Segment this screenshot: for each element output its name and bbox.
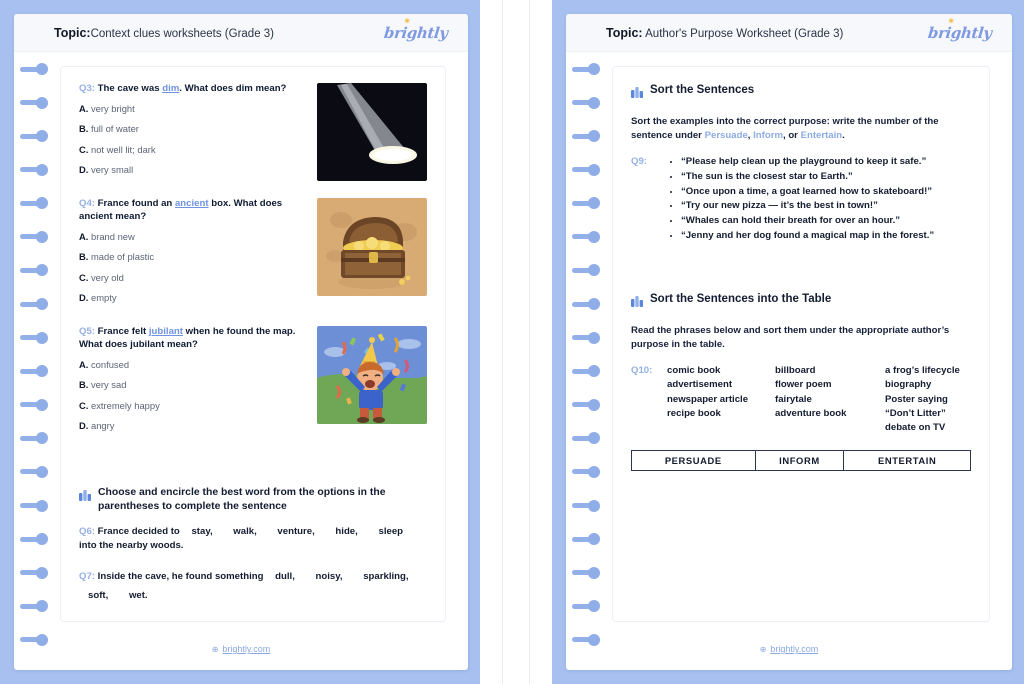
answer-option[interactable]	[79, 164, 303, 175]
question-number: Q5:	[79, 326, 95, 338]
word-choice[interactable]: sleep	[378, 526, 404, 538]
binding-ring	[572, 232, 606, 241]
purpose-inform: Inform	[753, 129, 783, 141]
footer-right	[566, 644, 1012, 654]
option-letter: A.	[79, 230, 89, 242]
phrase-item[interactable]: newspaper article	[667, 393, 749, 405]
encircle-section-heading	[79, 486, 427, 513]
option-letter: D.	[79, 419, 89, 431]
gutter-line	[502, 0, 503, 684]
binding-ring	[20, 198, 54, 207]
option-letter: C.	[79, 271, 89, 283]
footer-url[interactable]: brightly.com	[222, 644, 271, 654]
answer-option[interactable]	[79, 231, 303, 242]
sort-table-heading	[631, 292, 971, 312]
answer-option[interactable]	[79, 420, 303, 431]
q10-block	[631, 364, 971, 436]
word-choice[interactable]: sparkling,	[363, 570, 409, 582]
question-prompt	[79, 198, 303, 224]
list-item[interactable]: • “Once upon a time, a goat learned how to skateboard!”	[681, 185, 934, 200]
binding-ring	[20, 265, 54, 274]
option-text: angry	[90, 419, 115, 431]
question-prefix: France found an	[97, 198, 175, 210]
answer-option[interactable]	[79, 251, 303, 262]
option-letter: C.	[79, 143, 89, 155]
paper-sheet-right	[566, 14, 1012, 670]
option-text: very bright	[90, 102, 135, 114]
sentence-lead: France decided to	[97, 526, 180, 538]
word-choice[interactable]: venture,	[277, 526, 315, 538]
option-text: made of plastic	[90, 251, 155, 263]
sentence-lead: Inside the cave, he found something	[97, 570, 264, 582]
option-letter: D.	[79, 291, 89, 303]
question-keyword: ancient	[174, 198, 209, 210]
spiral-binding-left	[20, 64, 54, 644]
binding-ring	[20, 433, 54, 442]
question-number: Q9:	[631, 155, 647, 167]
phrase-item[interactable]: advertisement	[667, 379, 733, 391]
paper-sheet-left	[14, 14, 468, 670]
books-icon	[79, 488, 91, 506]
option-text: confused	[90, 358, 130, 370]
worksheet-page-right	[552, 0, 1024, 684]
spiral-binding-right	[572, 64, 606, 644]
question-prompt	[79, 326, 303, 352]
page-header-right	[566, 14, 1012, 52]
section-title: Sort the Sentences	[650, 84, 755, 96]
binding-ring	[572, 366, 606, 375]
phrase-item[interactable]: flower poem	[775, 379, 832, 391]
answer-option[interactable]	[79, 103, 303, 114]
logo-wordmark: brightly	[383, 23, 449, 42]
option-letter: D.	[79, 163, 89, 175]
section-title: Choose and encircle the best word from the options in the parentheses to complete the sentence	[98, 487, 386, 512]
word-choice[interactable]: dull,	[275, 570, 295, 582]
question-keyword: dim	[162, 83, 180, 94]
answer-option[interactable]	[79, 144, 303, 155]
phrase-column-1	[667, 364, 775, 436]
question-number: Q7:	[79, 570, 95, 582]
question-text-wrap	[79, 198, 303, 312]
binding-ring	[572, 299, 606, 308]
word-choice[interactable]: walk,	[233, 526, 257, 538]
topic-label: Topic:	[606, 25, 643, 40]
instruction-text: Sort the examples into the correct purpose: write the number of the sentence under	[631, 116, 939, 141]
answer-option[interactable]	[79, 123, 303, 134]
phrase-item[interactable]: fairytale	[775, 393, 812, 405]
option-letter: A.	[79, 102, 89, 114]
binding-ring	[572, 64, 606, 73]
answer-option[interactable]	[79, 272, 303, 283]
option-letter: C.	[79, 399, 89, 411]
question-suffix: box. What does ancient mean?	[79, 198, 283, 222]
word-choice[interactable]: hide,	[335, 526, 358, 538]
binding-ring	[572, 165, 606, 174]
list-item[interactable]: • “Please help clean up the playground to keep it safe.”	[681, 155, 934, 170]
option-text: very old	[90, 271, 124, 283]
binding-ring	[20, 501, 54, 510]
separator: ,	[747, 129, 754, 141]
topic-value: Author's Purpose Worksheet (Grade 3)	[645, 27, 844, 40]
option-letter: B.	[79, 123, 89, 135]
option-letter: A.	[79, 358, 89, 370]
phrase-item[interactable]: a frog’s lifecycle	[885, 364, 960, 376]
logo-wordmark: brightly	[927, 23, 993, 42]
answer-option[interactable]	[79, 400, 303, 411]
option-letter: B.	[79, 251, 89, 263]
binding-ring	[572, 501, 606, 510]
page-gutter	[480, 0, 552, 684]
globe-icon: ⊕	[759, 644, 767, 654]
books-icon	[631, 294, 643, 312]
binding-ring	[20, 366, 54, 375]
question-keyword: jubilant	[148, 326, 183, 338]
question-text-wrap	[79, 83, 303, 184]
brightly-logo	[927, 15, 993, 42]
logo-star-icon: ✷	[403, 15, 411, 26]
list-item[interactable]: • “Whales can hold their breath for over an hour.”	[681, 214, 934, 229]
option-text: brand new	[90, 230, 135, 242]
word-choice[interactable]: noisy,	[315, 570, 343, 582]
phrase-item[interactable]: recipe book	[667, 407, 721, 419]
topic-line	[54, 26, 274, 40]
binding-ring	[20, 534, 54, 543]
phrase-item[interactable]: Poster saying “Don’t Litter”	[885, 393, 948, 419]
binding-ring	[20, 333, 54, 342]
option-text: not well lit; dark	[90, 143, 156, 155]
binding-ring	[20, 467, 54, 476]
phrase-column-2	[775, 364, 885, 436]
binding-ring	[20, 232, 54, 241]
topic-line	[606, 26, 843, 40]
table-instruction: Read the phrases below and sort them under the appropriate author’s purpose in the table.	[631, 324, 950, 350]
phrase-item[interactable]: biography	[885, 379, 932, 391]
footer-url[interactable]: brightly.com	[770, 644, 819, 654]
option-text: very sad	[90, 379, 127, 391]
q9-block	[631, 155, 971, 244]
page-header-left	[14, 14, 468, 52]
worksheet-page-left	[0, 0, 480, 684]
question-number: Q6:	[79, 526, 95, 538]
question-prompt	[79, 83, 303, 96]
option-text: extremely happy	[90, 399, 160, 411]
topic-value: Context clues worksheets (Grade 3)	[90, 27, 275, 40]
topic-label: Topic:	[54, 25, 91, 40]
treasure-chest-illustration	[317, 198, 427, 296]
spotlight-illustration	[317, 83, 427, 181]
binding-ring	[572, 467, 606, 476]
fill-in-question	[79, 567, 427, 605]
brightly-logo	[383, 15, 449, 42]
sentence-tail: into the nearby woods.	[79, 540, 184, 552]
question-text-wrap	[79, 326, 303, 440]
section-title: Sort the Sentences into the Table	[650, 292, 832, 305]
binding-ring	[572, 198, 606, 207]
phrase-item[interactable]: debate on TV	[885, 422, 946, 434]
answer-option[interactable]	[79, 359, 303, 370]
logo-star-icon: ✷	[947, 15, 955, 26]
question-prefix: The cave was	[97, 83, 163, 94]
word-choice[interactable]: soft,	[88, 590, 109, 602]
word-choice[interactable]: stay,	[191, 526, 213, 538]
separator: , or	[782, 129, 801, 141]
books-icon	[631, 85, 643, 103]
gutter-line	[529, 0, 530, 684]
globe-icon: ⊕	[211, 644, 219, 654]
list-item[interactable]: • “The sun is the closest star to Earth.”	[681, 170, 934, 185]
purpose-sort-table	[631, 450, 971, 471]
binding-ring	[572, 568, 606, 577]
binding-ring	[572, 333, 606, 342]
question-block	[79, 83, 427, 184]
option-text: very small	[90, 163, 134, 175]
question-suffix: . What does dim mean?	[179, 83, 287, 94]
word-choice[interactable]: wet.	[128, 590, 148, 602]
purpose-entertain: Entertain	[800, 129, 843, 141]
table-header-inform: INFORM	[755, 450, 844, 470]
table-header-entertain: ENTERTAIN	[844, 450, 971, 470]
binding-ring	[572, 131, 606, 140]
sort-sentences-heading	[631, 83, 971, 103]
celebrating-child-illustration	[317, 326, 427, 424]
table-header-persuade: PERSUADE	[632, 450, 756, 470]
sort-instruction	[631, 115, 971, 143]
binding-ring	[20, 568, 54, 577]
binding-ring	[20, 64, 54, 73]
table-header-row	[632, 450, 971, 470]
binding-ring	[572, 98, 606, 107]
question-number: Q3:	[79, 83, 95, 94]
binding-ring	[20, 299, 54, 308]
question-block	[79, 198, 427, 312]
question-prefix: France felt	[97, 326, 149, 338]
phrase-column-3	[885, 364, 971, 436]
binding-ring	[20, 635, 54, 644]
answer-option[interactable]	[79, 292, 303, 303]
sentence-list	[665, 155, 934, 244]
binding-ring	[20, 165, 54, 174]
phrase-item[interactable]: adventure book	[775, 407, 847, 419]
question-suffix: when he found the map. What does jubilant mean?	[79, 326, 296, 350]
purpose-persuade: Persuade	[704, 129, 748, 141]
binding-ring	[572, 265, 606, 274]
binding-ring	[572, 433, 606, 442]
binding-ring	[20, 98, 54, 107]
list-item[interactable]: • “Jenny and her dog found a magical map in the forest.”	[681, 229, 934, 244]
binding-ring	[572, 534, 606, 543]
phrase-item[interactable]: comic book	[667, 364, 721, 376]
separator: .	[842, 129, 845, 141]
binding-ring	[20, 601, 54, 610]
footer-left	[14, 644, 468, 654]
list-item[interactable]: • “Try our new pizza — it’s the best in town!”	[681, 199, 934, 214]
option-letter: B.	[79, 379, 89, 391]
option-text: empty	[90, 291, 117, 303]
answer-option[interactable]	[79, 379, 303, 390]
question-number: Q10:	[631, 364, 653, 376]
question-block	[79, 326, 427, 440]
fill-in-question	[79, 525, 427, 554]
question-number: Q4:	[79, 198, 95, 210]
binding-ring	[20, 400, 54, 409]
worksheet-content-left	[60, 66, 446, 622]
binding-ring	[572, 635, 606, 644]
binding-ring	[572, 601, 606, 610]
binding-ring	[572, 400, 606, 409]
worksheet-content-right	[612, 66, 990, 622]
binding-ring	[20, 131, 54, 140]
phrase-item[interactable]: billboard	[775, 364, 816, 376]
option-text: full of water	[90, 123, 139, 135]
